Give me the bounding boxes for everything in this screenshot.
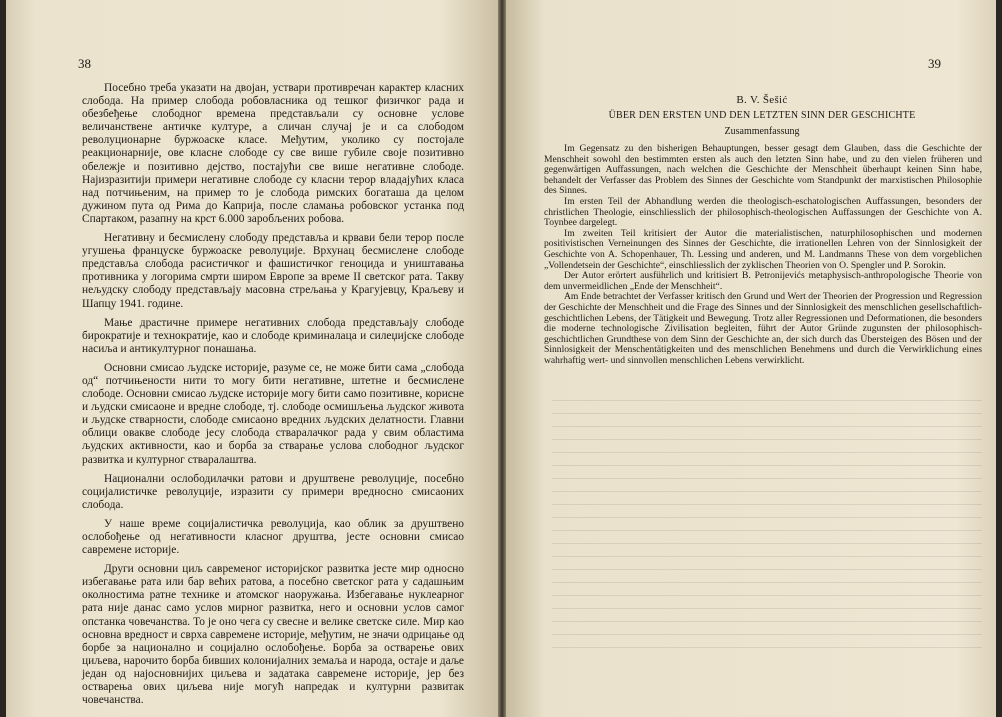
book-gutter [498, 0, 506, 717]
paragraph: Am Ende betrachtet der Verfasser kritisch den Grund und Wert der Theorien der Progression und Regression der Geschichte der Menschheit und die Frage des Sinnes und der Sinnlosigkeit des menschlichen gesellschaftlich-geschichtlichen Lebens, der Tätigkeit und Bewegung. Trotz aller Regressionen und Deformationen, die besonders die moderne technologische Zivilisation begleiten, führt der Autor Gründe zugunsten der philosophisch-geschichtlichen Grundthese von dem Sinn der Geschichte an, der sich durch das Übersteigen des Bösen und der Sinnlosigkeit der Menschentätigkeiten und des menschlichen Benehmens und durch die Verwirklichung eines wahrhaftig wert- und sinnvollen menschlichen Lebens verwirklicht. [544, 291, 982, 366]
paragraph: Im zweiten Teil kritisiert der Autor die materialistischen, naturphilosophischen und modernen positivistischen Verneinungen des Sinnes der Geschichte, die irrationellen Lehren von der Sinnlosigkeit der Geschichte von A. Schopenhauer, Th. Lessing und anderen, und M. Landmanns These von dem vorgeblichen „Vollendetsein der Geschichte“, einschliesslich der zyklischen Theorien von O. Spengler und P. Sorokin. [544, 227, 982, 271]
author-name: B. V. Šešić [736, 94, 788, 106]
show-through-texture [552, 400, 982, 660]
paragraph: Други основни циљ савременог историјског развитка јесте мир односно избегавање рата или бар већих ратова, а посебно светског рата у садашњим околностима ратне технике и атомског наоружања. Избегавање нуклеарног рата није данас само услов мирног развитка, него и основни услов самог опстанка човечанства. То је оно чега су свесне и велике светске силе. Мир као основна вредност и сврха савремене историје, међутим, не значи одрицање од борбе за национално и социјално ослобођење. Борба за остварење ових циљева, нарочито борба бивших колонијалних земаља и народа, остаје и даље један од најосновнијих циљева и задатака савремене историје, јер без остварења ових циљева није могућ напредак и културни развитак човечанства. [82, 563, 464, 707]
summary-body [544, 144, 982, 366]
article-title: ÜBER DEN ERSTEN UND DEN LETZTEN SINN DER GESCHICHTE [608, 110, 916, 121]
paragraph: Посебно треба указати на двојан, уствари противречан карактер класних слобода. На пример слобода робовласника од тешког физичког рада и обезбеђење слободног времена представљали су основне услове величанствене античке културе, а сличан случај је и са слободом револуционарне буржоаске класе. Међутим, уколико су постојале реакционарније, ове класне слободе су све више губиле своје позитивно обележје и позитивно дејство, постајући све више негативне слободе. Најизразитији примери негативне слободе су класни терор владајућих класа над потчињеним, на пример то је слобода римских богаташа да целом дужином пута од Рима до Каприја, после сламања робовског устанка под Спартаком, разапну на крст 6.000 заробљених робова. [82, 82, 464, 225]
paragraph: Национални ослободилачки ратови и друштвене револуције, посебно социјалистичке револуције, изразити су примери вредносно смисаоних слобода. [82, 472, 464, 511]
paragraph: Im Gegensatz zu den bisherigen Behauptungen, besser gesagt dem Glauben, dass die Geschichte der Menschheit sowohl den bestimmten ersten als auch den letzten Sinn habe, und zu den vielen früheren und gegenwärtigen Auffassungen, nach welchen die Geschichte der Menschheit überhaupt keinen Sinn habe, behandelt der Verfasser das Problem des Sinnes der Geschichte vom Standpunkt der marxistischen Philosophie des Sinnes. [544, 143, 982, 197]
left-page-body [82, 82, 464, 713]
paragraph: Негативну и бесмислену слободу представља и крвави бели терор после угушења француске буржоаске револуције. Врхунац бесмислене слободе представља слобода расистичког и фашистичког геноцида и уништавања противника у логорима смрти широм Европе за време II светског рата. Такву нељудску слободу представљају масовна стрељања у Крагујевцу, Краљеву и Шапцу 1941. године. [82, 232, 464, 310]
right-page [506, 0, 996, 717]
paragraph: Im ersten Teil der Abhandlung werden die theologisch-eschatologischen Auffassungen, besonders der christlichen Theologie, einschliesslich der philosophisch-theologischen Auffassungen der Geschichte von A. Toynbee dargelegt. [544, 195, 982, 229]
paragraph: Основни смисао људске историје, разуме се, не може бити сама „слобода од“ потчињености нити то могу бити негативне, штетне и бесмислене слободе. Основни смисао људске историје могу бити само позитивне, корисне и људски смисаоне и вредне слободе, тј. слободе осмишљења људског живота и људске стварности, слободе смисаоно вредних људских делатности. Главни облици овакве слободе јесу слобода стваралачког рада у свим областима људских активности, као и борба за стварање услова слободног људског развитка и културног стваралаштва. [82, 361, 464, 466]
paragraph: У наше време социјалистичка револуција, као облик за друштвено ослобођење од негативности класног друштва, јесте основни смисао савремене историје. [82, 517, 464, 557]
page-number: 39 [928, 56, 941, 71]
paragraph: Der Autor erörtert ausführlich und kritisiert B. Petronijevićs metaphysisch-anthropologische Theorie von dem unvermeidlichen „Ende der Menschheit“. [544, 270, 982, 292]
page-number: 38 [78, 56, 91, 71]
paragraph: Мање драстичне примере негативних слобода представљају слободе бирократије и технократије, као и слободе криминалаца и силеџијске слободе насиља и антикултурног понашања. [82, 316, 464, 355]
summary-heading: Zusammenfassung [724, 126, 800, 137]
left-page [6, 0, 498, 717]
